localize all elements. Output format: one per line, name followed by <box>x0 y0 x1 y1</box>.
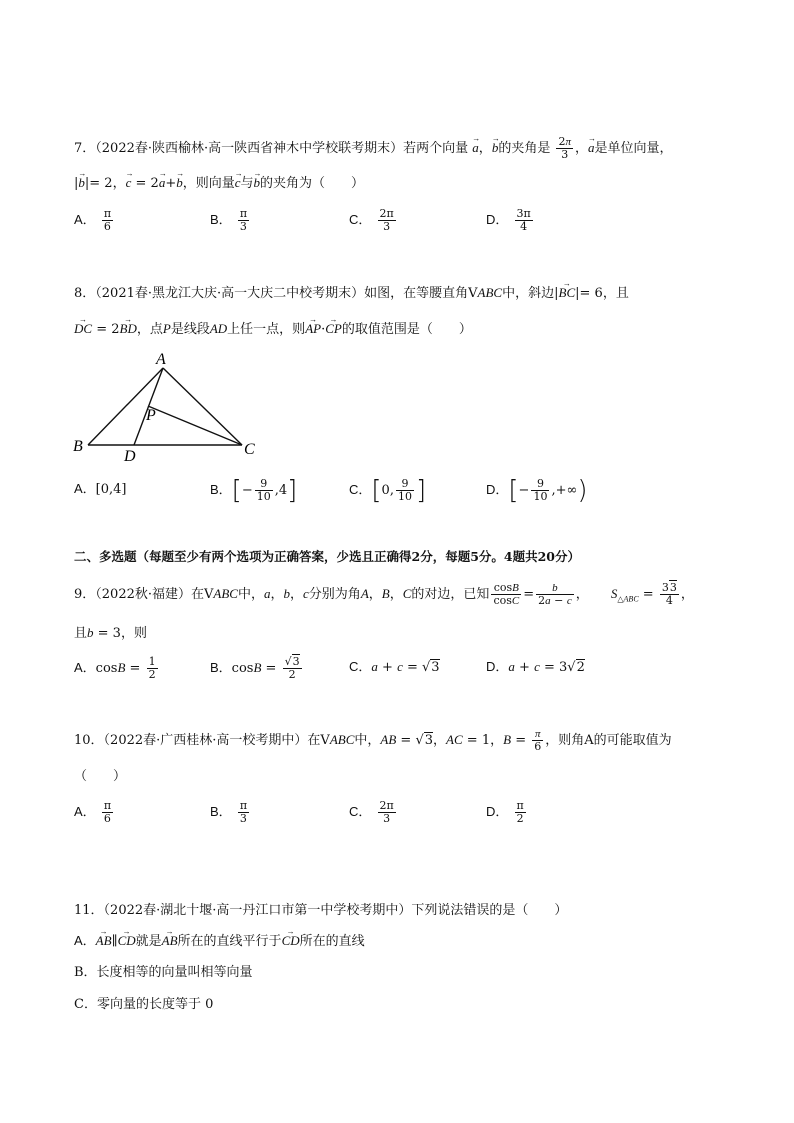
q7-option-c[interactable]: C． $\frac{2\pi}{3}$ <box>349 207 394 233</box>
q8-option-b[interactable]: B．[− $\frac{9}{10}$ ,4] <box>210 475 298 506</box>
q7-source: （2022春·陕西榆林·高一陕西省神木中学校联考期末） <box>95 141 404 156</box>
label-c: C <box>244 441 255 458</box>
q11-option-b[interactable]: B．长度相等的向量叫相等向量 <box>74 965 253 980</box>
label-a: A <box>156 351 166 368</box>
q9-option-b[interactable]: B．cosB = $\frac{√3}{2}$ <box>210 655 300 681</box>
q10-option-a[interactable]: A． $\frac{\pi}{6}$ <box>74 799 112 825</box>
q10-stem-line1: 10．（2022春·广西桂林·高一校考期中）在VABC中，AB = √3，AC = 1，B = $\frac{\pi}{6}$ ，则角A的可能取值为 <box>74 728 672 753</box>
edge-ac <box>163 368 242 445</box>
q7-option-d[interactable]: D． $\frac{3\pi}{4}$ <box>486 207 531 233</box>
q8-stem-line1: 8．（2021春·黑龙江大庆·高一大庆二中校考期末）如图，在等腰直角VABC中，斜边|→ BC|= 6，且 <box>74 282 629 305</box>
q7-stem-line2: |→ b|= 2，→ c = 2→ a+→ b，则向量→ c与→ b的夹角为（ ） <box>74 172 364 195</box>
q11-option-a[interactable]: A．→ AB∥→ CD就是→ AB所在的直线平行于→ CD所在的直线 <box>74 930 365 953</box>
q7-option-a[interactable]: A． $\frac{\pi}{6}$ <box>74 207 112 233</box>
section-2-title: 二、多选题（每题至少有两个选项为正确答案，少选且正确得2分，每题5分。4题共20分） <box>74 549 580 564</box>
q9-option-c[interactable]: C．a + c = √3 <box>349 659 440 675</box>
q8-option-c[interactable]: C．[0, $\frac{9}{10}$ ] <box>349 475 427 506</box>
q7-stem-line1: 7．（2022春·陕西榆林·高一陕西省神木中学校联考期末）若两个向量 → a，→ b的夹角是 $\frac{2\pi}{3}$ ，→ a是单位向量， <box>74 136 673 161</box>
q9-option-d[interactable]: D．a + c = 3√2 <box>486 659 585 675</box>
q8-triangle-figure <box>70 348 270 464</box>
label-b: B <box>73 438 83 455</box>
q8-stem-line2: → DC = 2→ BD，点P是线段AD上任一点，则→ AP·→ CP的取值范围是（ ） <box>74 318 472 341</box>
label-d: D <box>124 448 136 464</box>
label-p: P <box>146 407 156 424</box>
q9-option-a[interactable]: A．cosB = $\frac{1}{2}$ <box>74 655 156 681</box>
segment-pc <box>148 406 242 445</box>
q10-stem-line2: （ ） <box>74 769 127 784</box>
q7-option-b[interactable]: B． $\frac{\pi}{3}$ <box>210 207 248 233</box>
q10-option-b[interactable]: B． $\frac{\pi}{3}$ <box>210 799 248 825</box>
q7-number: 7． <box>74 141 96 156</box>
q9-stem-line2: 且b = 3，则 <box>74 625 147 641</box>
q10-option-c[interactable]: C． $\frac{2\pi}{3}$ <box>349 799 394 825</box>
q8-option-d[interactable]: D．[− $\frac{9}{10}$ ,+∞) <box>486 475 588 506</box>
q11-stem: 11．（2022春·湖北十堰·高一丹江口市第一中学校考期中）下列说法错误的是（ ） <box>74 903 568 918</box>
q10-option-d[interactable]: D． $\frac{\pi}{2}$ <box>486 799 524 825</box>
q8-option-a[interactable]: A．[0,4] <box>74 481 127 497</box>
q9-stem-line1: 9．（2022秋·福建）在VABC中，a，b，c分别为角A，B，C的对边，已知 $\frac{\cos B}{\cos C}$ = $\frac{b}{2a - c}$ ， $S_{\triangle ABC}$ = $\frac{33}{4}$ ， <box>74 581 694 607</box>
q11-option-c[interactable]: C．零向量的长度等于 0 <box>74 997 214 1012</box>
